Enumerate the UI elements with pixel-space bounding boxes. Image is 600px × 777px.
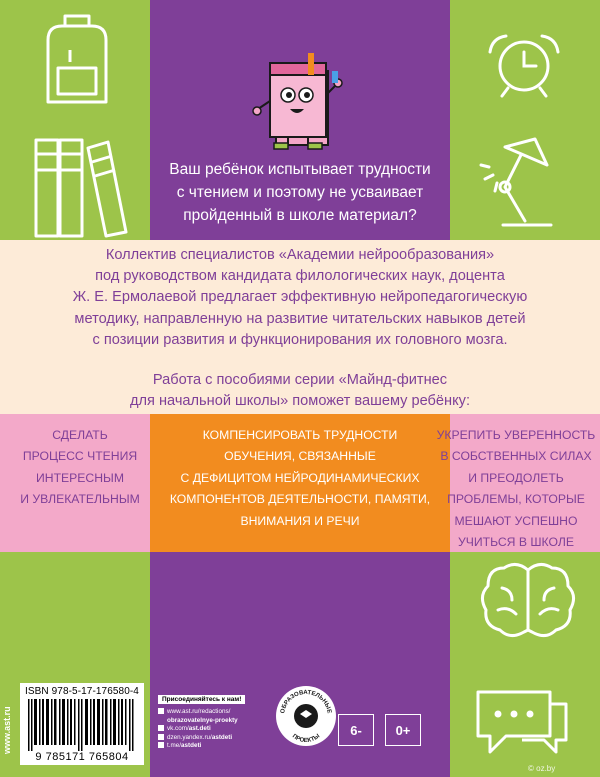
- link-text: t.me/: [167, 742, 181, 749]
- link-text: obrazovatelnye-proekty: [167, 716, 238, 724]
- intro-line: Ж. Е. Ермолаевой предлагает эффективную нейропедагогическую: [72, 289, 528, 306]
- intro-line: под руководством кандидата филологических наук, доцента: [95, 268, 505, 285]
- card-line: МЕШАЮТ УСПЕШНО: [454, 513, 578, 528]
- books-icon: [30, 130, 130, 240]
- card-line: ОБУЧЕНИЯ, СВЯЗАННЫЕ: [224, 449, 376, 464]
- card-line: КОМПОНЕНТОВ ДЕЯТЕЛЬНОСТИ, ПАМЯТИ,: [169, 492, 431, 507]
- lead-paragraph: [100, 370, 500, 412]
- hero-line: Ваш ребёнок испытывает трудности: [169, 161, 431, 178]
- card-line: С ДЕФИЦИТОМ НЕЙРОДИНАМИЧЕСКИХ: [180, 470, 420, 485]
- link-dzen[interactable]: [158, 734, 288, 743]
- card-line: И УВЛЕКАТЕЛЬНЫМ: [20, 492, 140, 507]
- link-text: dzen.yandex.ru/: [167, 733, 212, 741]
- alarm-clock-icon: [478, 30, 570, 100]
- link-text: vk.com/: [167, 725, 189, 732]
- card-line: ПРОБЛЕМЫ, КОТОРЫЕ: [447, 492, 585, 507]
- card-line: УЧИТЬСЯ В ШКОЛЕ: [458, 535, 574, 550]
- telegram-icon: [158, 742, 164, 748]
- barcode-block: [20, 683, 144, 765]
- vk-icon: [158, 725, 164, 731]
- intro-line: методику, направленную на развитие читательских навыков детей: [74, 310, 526, 327]
- card-line: ИНТЕРЕСНЫМ: [36, 470, 124, 485]
- brain-icon: [478, 560, 578, 642]
- card-line: УКРЕПИТЬ УВЕРЕННОСТЬ: [436, 428, 596, 442]
- benefit-card-center: [160, 425, 440, 532]
- backpack-icon: [42, 10, 112, 110]
- age-rating-0: 0+: [385, 714, 421, 746]
- lead-line: для начальной школы» поможет вашему ребёнку:: [129, 393, 470, 410]
- benefit-card-left: [10, 425, 150, 511]
- link-text: astdeti: [211, 733, 233, 741]
- desk-lamp-icon: [475, 135, 575, 235]
- card-line: В СОБСТВЕННЫХ СИЛАХ: [440, 449, 592, 464]
- link-text: ast.deti: [188, 725, 211, 732]
- link-www-path[interactable]: [158, 717, 288, 726]
- social-links: [158, 688, 288, 764]
- benefit-card-right: [436, 425, 596, 553]
- hero-question: [150, 158, 450, 227]
- card-line: СДЕЛАТЬ: [52, 428, 108, 442]
- card-line: КОМПЕНСИРОВАТЬ ТРУДНОСТИ: [202, 428, 398, 442]
- link-text: www.ast.ru/redactions/: [167, 708, 231, 715]
- intro-line: Коллектив специалистов «Академии нейрообразования»: [105, 247, 495, 263]
- link-text: astdeti: [181, 742, 202, 749]
- publisher-url[interactable]: www.ast.ru: [2, 706, 12, 754]
- intro-paragraph: [70, 245, 530, 351]
- badge-top-text: ОБРАЗОВАТЕЛЬНЫЕ: [280, 689, 332, 715]
- hero-line: пройденный в школе материал?: [183, 207, 417, 224]
- chat-bubble-icon: [472, 680, 572, 760]
- join-label: Присоединяйтесь к нам!: [158, 695, 245, 704]
- link-telegram[interactable]: [158, 742, 288, 751]
- globe-icon: [158, 708, 164, 714]
- barcode-graphic: [28, 699, 136, 751]
- intro-line: с позиции развития и функционирования их головного мозга.: [92, 331, 508, 348]
- hero-line: с чтением и поэтому не усваивает: [176, 184, 424, 201]
- dzen-icon: [158, 734, 164, 740]
- educational-projects-badge: [274, 684, 338, 748]
- watermark: © oz.by: [528, 764, 556, 773]
- card-line: ПРОЦЕСС ЧТЕНИЯ: [22, 449, 138, 464]
- badge-bottom-text: ПРОЕКТЫ: [290, 733, 322, 745]
- isbn-label: ISBN 978-5-17-176580-4: [25, 686, 139, 697]
- link-vk[interactable]: [158, 725, 288, 734]
- lead-line: Работа с пособиями серии «Майнд-фитнес: [152, 372, 448, 388]
- barcode-digits: 9 785171 765804: [35, 751, 129, 763]
- card-line: И ПРЕОДОЛЕТЬ: [468, 470, 564, 485]
- age-rating-6: 6-: [338, 714, 374, 746]
- link-www[interactable]: [158, 708, 288, 717]
- card-line: ВНИМАНИЯ И РЕЧИ: [240, 513, 360, 528]
- book-mascot-icon: [250, 35, 350, 155]
